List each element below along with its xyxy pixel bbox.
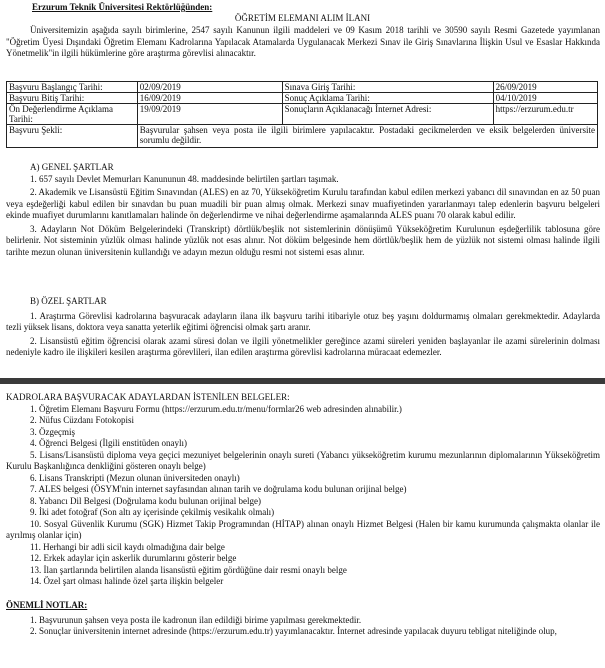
- table-cell: Sınava Giriş Tarihi:: [282, 82, 493, 93]
- table-cell: Başvurular şahsen veya posta ile ilgili birimlere yapılacaktır. Postadaki gecikmelerden ve eksik belgelerden üniversite sorumlu değildir.: [137, 125, 597, 148]
- list-item: 7. ALES belgesi (ÖSYM'nin internet sayfasından alınan tarih ve doğrulama kodu bulunan orijinal belge): [30, 484, 407, 494]
- list-item: 12. Erkek adaylar için askerlik durumlarını gösterir belge: [30, 553, 237, 563]
- list-item: 6. Lisans Transkripti (Mezun olunan üniversiteden onaylı): [30, 472, 240, 483]
- list-item: 1. Araştırma Görevlisi kadrolarına başvuracak adayların ilana ilk başvuru tarihi itibariyle otuz beş yaşını doldurmamış olmaları gerekmektedir. Adaylarda tezli yüksek lisans, doktora veya sanatta yeterlik eğitimi öğrencisi olmak şartı aranır.: [6, 310, 600, 332]
- table-row: [7, 93, 598, 104]
- announcement-header: Erzurum Teknik Üniversitesi Rektörlüğünden:: [32, 2, 213, 12]
- list-item: 13. İlan şartlarında belirtilen alanda lisansüstü eğitim gördüğüne dair resmi onaylı belge: [30, 564, 347, 575]
- list-item: 5. Lisans/Lisansüstü diploma veya geçici mezuniyet belgelerinin onaylı sureti (Yabancı yükseköğretim kurumu mezunlarının diplomalarının Yükseköğretim Kurulu Başkanlığınca denkliğini gösteren onaylı belge): [6, 449, 600, 471]
- section-heading: ÖNEMLİ NOTLAR:: [6, 600, 88, 610]
- required-documents: [6, 392, 600, 588]
- list-item: 4. Öğrenci Belgesi (İlgili enstitüden onaylı): [30, 438, 187, 448]
- table-cell: 16/09/2019: [137, 93, 282, 104]
- table-cell: Başvuru Bitiş Tarihi:: [7, 93, 138, 104]
- table-cell: Ön Değerlendirme Açıklama Tarihi:: [7, 104, 138, 125]
- list-item: 8. Yabancı Dil Belgesi (Doğrulama kodu bulunan orijinal belge): [30, 495, 261, 506]
- general-conditions: [6, 162, 600, 258]
- page-bottom: [0, 384, 605, 668]
- list-item: 1. Öğretim Elemanı Başvuru Formu (https://erzurum.edu.tr/menu/formlar26 web adresinden alınabilir.): [30, 403, 402, 414]
- list-item: 2. Akademik ve Lisansüstü Eğitim Sınavından (ALES) en az 70, Yükseköğretim Kurulu tarafından kabul edilen merkezi yabancı dil sınavından en az 50 puan veya eşdeğerliği kabul edilen bir sınavdan bu puan muadili bir puan almış olmak. Merkezi sınav muafiyetinden yararlanmayı talep edenlerin başvuru belgeleri ekinde muafiyet durumlarını kanıtlamaları halinde ön değerlendirme ve nihai değerlendirme aşamalarında ALES puanı 70 olarak kabul edilir.: [6, 187, 600, 220]
- list-item: 2. Nüfus Cüzdanı Fotokopisi: [30, 415, 135, 425]
- table-cell: 02/09/2019: [137, 82, 282, 93]
- table-row: [7, 125, 598, 148]
- important-notes: [6, 600, 600, 638]
- list-item: 11. Herhangi bir adli sicil kaydı olmadığına dair belge: [30, 541, 225, 552]
- table-cell: https://erzurum.edu.tr: [493, 104, 597, 125]
- section-heading: A) GENEL ŞARTLAR: [30, 162, 114, 172]
- list-item: 1. 657 sayılı Devlet Memurları Kanununun 48. maddesinde belirtilen şartları taşımak.: [30, 173, 339, 184]
- table-cell: 26/09/2019: [493, 82, 597, 93]
- table-cell: Sonuç Açıklama Tarihi:: [282, 93, 493, 104]
- list-item: 2. Lisansüstü eğitim öğrencisi olarak azami süresi dolan ve ilgili yönetmelikler gereğince azami süreleri yeniden başlayanlar ile azami sürelerinin dolması nedeniyle kadro ile ilişkileri kesilen araştırma görevlileri, ilan edilen araştırma görevlisi kadrolarına müracaat edemezler.: [6, 335, 600, 357]
- table-cell: Sonuçların Açıklanacağı İnternet Adresi:: [282, 104, 493, 125]
- intro-text: Üniversitemizin aşağıda sayılı birimlerine, 2547 sayılı Kanunun ilgili maddeleri ve 09 Kasım 2018 tarihli ve 30590 sayılı Resmi Gazetede yayımlanan "Öğretim Üyesi Dışındaki Öğretim Elemanı Kadrolarına Yapılacak Atamalarda Uygulanacak Merkezi Sınav ile Giriş Sınavlarına İlişkin Usul ve Esaslar Hakkında Yönetmelik"in ilgili hükümlerine göre araştırma görevlisi alınacaktır.: [6, 25, 600, 58]
- table-cell: 04/10/2019: [493, 93, 597, 104]
- list-item: 10. Sosyal Güvenlik Kurumu (SGK) Hizmet Takip Programından (HİTAP) alınan onaylı Hizmet Belgesi (Halen bir kamu kurumunda çalışmakta olanlar ile ayrılmış olanlar için): [6, 518, 600, 540]
- table-cell: Başvuru Başlangıç Tarihi:: [7, 82, 138, 93]
- list-item: 3. Özgeçmiş: [30, 426, 75, 437]
- intro-paragraph: [6, 25, 600, 60]
- table-cell: 19/09/2019: [137, 104, 282, 125]
- list-item: 9. İki adet fotoğraf (Son altı ay içerisinde çekilmiş vesikalık olmalı): [30, 507, 275, 517]
- info-table: [6, 81, 598, 148]
- list-item: 1. Başvurunun şahsen veya posta ile kadronun ilan edildiği birime yapılması gerekmektedir.: [30, 614, 362, 625]
- special-conditions: [6, 296, 600, 359]
- announcement-title: ÖĞRETİM ELEMANI ALIM İLANI: [234, 13, 371, 23]
- table-row: [7, 104, 598, 125]
- table-cell: Başvuru Şekli:: [7, 125, 138, 148]
- section-heading: KADROLARA BAŞVURACAK ADAYLARDAN İSTENİLEN BELGELER:: [6, 392, 290, 402]
- section-heading: B) ÖZEL ŞARTLAR: [30, 296, 107, 306]
- list-item: 2. Sonuçlar üniversitenin internet adresinde (https://erzurum.edu.tr) yayımlanacaktır. İnternet adresinde yapılacak duyuru tebligat niteliğinde olup,: [30, 626, 557, 636]
- list-item: 3. Adayların Not Döküm Belgelerindeki (Transkript) dörtlük/beşlik not sistemlerinin dönüşümü Yükseköğretim Kurulunun eşdeğerlilik tablosuna göre belirlenir. Not sisteminin yüzlük olması halinde yüzlük not esas alınır. Not döküm belgesinde hem dörtlük/beşlik hem de yüzlük not sistemi olması halinde ilgili tarihte mezun olunan üniversitenin kullandığı ve adayın mezun olduğu resmi not sistemi esas alınır.: [6, 223, 600, 257]
- table-row: [7, 82, 598, 93]
- list-item: 14. Özel şart olması halinde özel şarta ilişkin belgeler: [30, 576, 224, 586]
